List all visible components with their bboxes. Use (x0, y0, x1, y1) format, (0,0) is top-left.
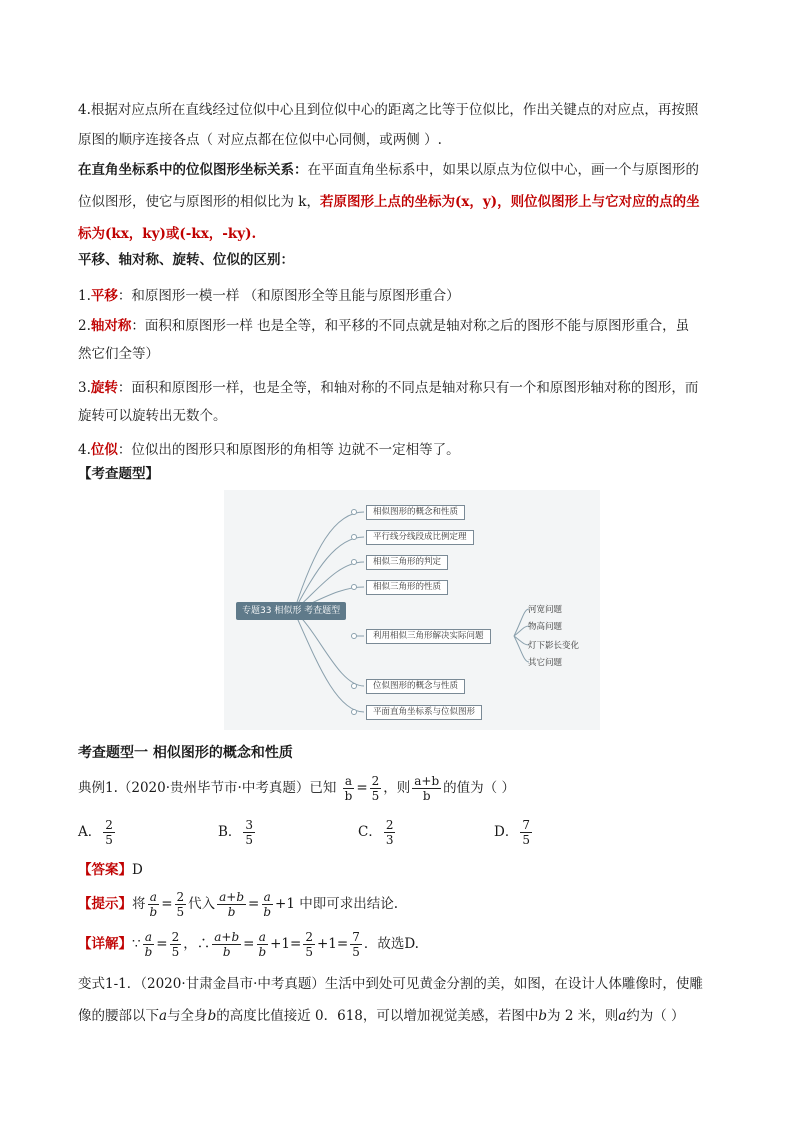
text-span: 位似图形，使它与原图形的相似比为 k， (78, 194, 320, 210)
item-term: 旋转 (90, 380, 118, 396)
answer-line (78, 856, 718, 885)
hint-label: 【提示】 (78, 896, 132, 912)
item-term: 位似 (90, 442, 118, 458)
question-text: 典例1.（2020·贵州毕节市·中考真题）已知 (78, 780, 337, 796)
question-text: 的值为（ ） (443, 780, 515, 796)
mindmap-node: 利用相似三角形解决实际问题 (366, 629, 491, 644)
mindmap-diagram (224, 490, 600, 730)
hint-line: 【提示】将 $\frac{a}{b}$ = $\frac{2}{5}$ 代入 $\frac{a+b}{b}$ = $\frac{a}{b}$ +1 中即可求出结论. (78, 890, 399, 919)
variant-question: 像的腰部以下a与全身b的高度比值接近 0．618，可以增加视觉美感，若图中b为 2 米，则a约为（ ） (78, 1008, 685, 1024)
text-span: ：面积和原图形一样 也是全等，和平移的不同点就是轴对称之后的图形不能与原图形重合，虽 (131, 318, 690, 334)
subheading: 平移、轴对称、旋转、位似的区别： (78, 252, 294, 268)
highlight-text: 标为(kx，ky)或(-kx，-ky). (78, 226, 257, 242)
text-span: ：位似出的图形只和原图形的角相等 边就不一定相等了。 (117, 442, 460, 458)
mindmap-leaf: 其它问题 (528, 658, 563, 668)
mindmap-node: 平面直角坐标系与位似图形 (366, 705, 482, 720)
section-heading: 考查题型一 相似图形的概念和性质 (78, 745, 293, 761)
text-line: 4.根据对应点所在直线经过位似中心且到位似中心的距离之比等于位似比，作出关键点的对应点，再按照 (78, 102, 699, 118)
item-term: 轴对称 (90, 318, 132, 334)
item-number: 1. (78, 288, 91, 304)
text-line (78, 220, 718, 249)
equals-sign: = (356, 780, 368, 796)
mindmap-node: 相似三角形的性质 (366, 580, 448, 595)
item-number: 2. (78, 318, 91, 334)
bold-term: 在直角坐标系中的位似图形坐标关系： (78, 162, 308, 178)
variant-question: 变式1-1．（2020·甘肃金昌市·中考真题）生活中到处可见黄金分割的美，如图，在设计人体雕像时，使雕 (78, 976, 703, 992)
mindmap-leaf: 灯下影长变化 (528, 641, 580, 651)
text-line (78, 312, 718, 341)
answer-value: D (132, 862, 143, 878)
section-label: 【考查题型】 (78, 466, 159, 482)
detail-label: 【详解】 (78, 936, 132, 952)
mindmap-node: 相似三角形的判定 (366, 555, 448, 570)
highlight-text: 若原图形上点的坐标为(x，y)，则位似图形上与它对应的点的坐 (319, 194, 700, 210)
text-line (78, 156, 718, 185)
item-term: 平移 (90, 288, 118, 304)
text-line: 然它们全等） (78, 346, 159, 362)
fraction: $\frac{a}{b}$ (344, 774, 353, 803)
text-span: ：和原图形一模一样 （和原图形全等且能与原图形重合） (117, 288, 460, 304)
text-span: ：面积和原图形一样，也是全等，和轴对称的不同点是轴对称只有一个和原图形轴对称的图形，而 (117, 380, 699, 396)
option-d: D． $\frac{7}{5}$ (494, 818, 530, 847)
fraction: $\frac{2}{5}$ (371, 774, 380, 803)
mindmap-node: 位似图形的概念与性质 (366, 679, 465, 694)
mindmap-node: 相似图形的概念和性质 (366, 505, 465, 520)
option-c: C． $\frac{2}{3}$ (358, 818, 394, 847)
mindmap-leaf: 河宽问题 (528, 605, 563, 615)
text-span: 在平面直角坐标系中，如果以原点为位似中心，画一个与原图形的 (307, 162, 699, 178)
mindmap-node: 平行线分线段成比例定理 (366, 530, 474, 545)
fraction: $\frac{a+b}{b}$ (414, 774, 440, 803)
item-number: 4. (78, 442, 91, 458)
detail-line: 【详解】∵ $\frac{a}{b}$ = $\frac{2}{5}$ ，∴ $\frac{a+b}{b}$ = $\frac{a}{b}$ +1= $\frac{2}{5}$ +1= $\frac{7}{5}$ ．故选D. (78, 930, 419, 959)
answer-options (78, 818, 638, 847)
example-question (78, 774, 718, 803)
text-line (78, 374, 718, 403)
question-text: ，则 (383, 780, 411, 796)
text-line: 原图的顺序连接各点（ 对应点都在位似中心同侧，或两侧 ）. (78, 132, 442, 148)
text-line (78, 282, 718, 311)
option-a: A． $\frac{2}{5}$ (78, 818, 113, 847)
answer-label: 【答案】 (78, 862, 132, 878)
option-b: B． $\frac{3}{5}$ (218, 818, 254, 847)
text-line (78, 188, 718, 217)
text-line: 旋转可以旋转出无数个。 (78, 408, 227, 424)
item-number: 3. (78, 380, 91, 396)
mindmap-leaf: 物高问题 (528, 622, 563, 632)
mindmap-root: 专题33 相似形 考查题型 (236, 602, 346, 620)
